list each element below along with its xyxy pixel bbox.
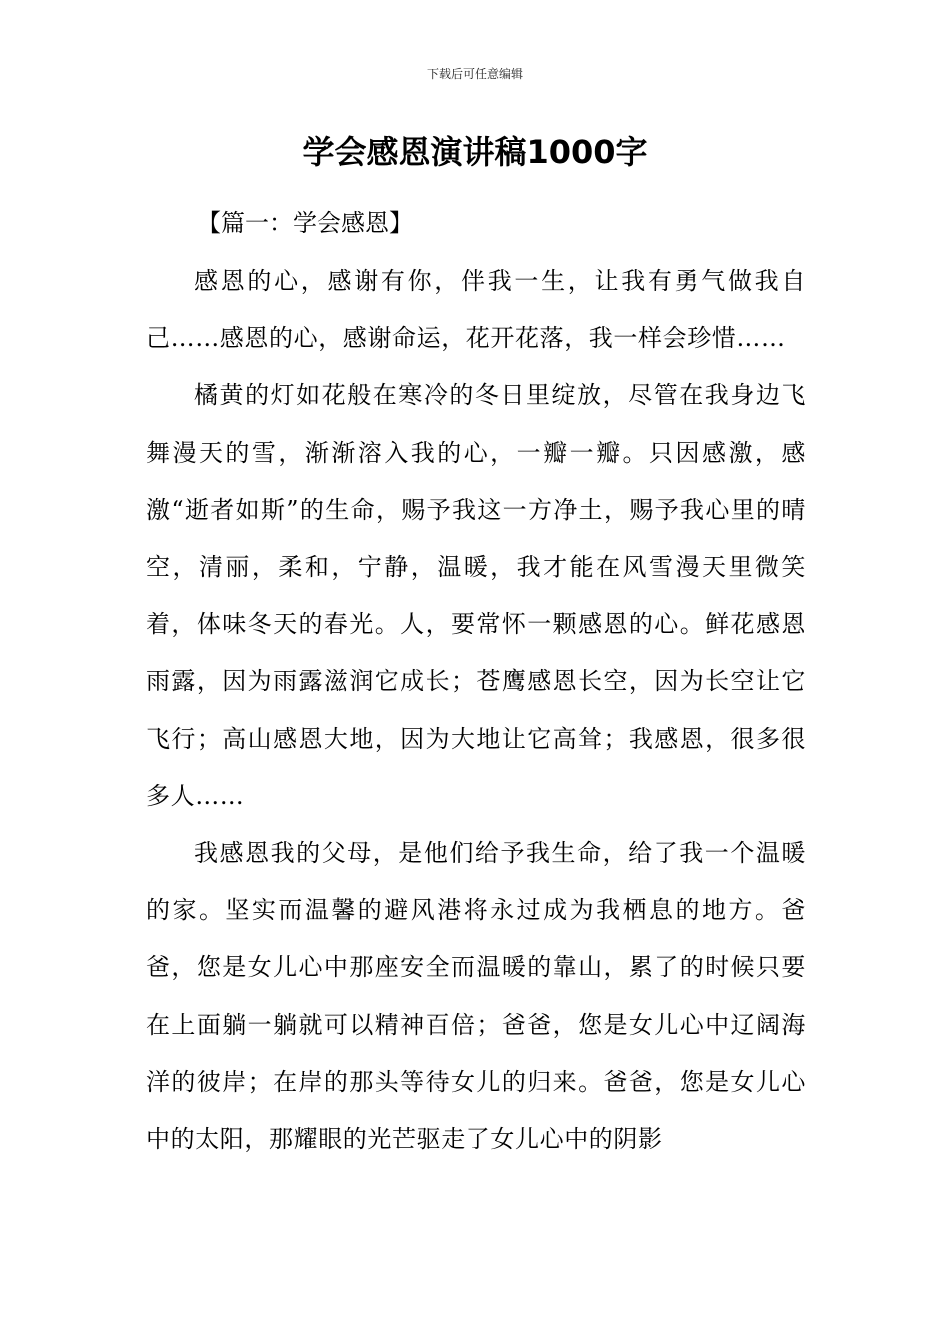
section-heading: 【篇一：学会感恩】 xyxy=(197,209,413,237)
document-title: 学会感恩演讲稿1000字 xyxy=(302,133,648,171)
paragraph: 我感恩我的父母，是他们给予我生命，给了我一个温暖的家。坚实而温馨的避风港将永过成为我栖息的地方。爸爸，您是女儿心中那座安全而温暖的靠山，累了的时候只要在上面躺一躺就可以精神百倍；爸爸，您是女儿心中辽阔海洋的彼岸；在岸的那头等待女儿的归来。爸爸，您是女儿心中的太阳，那耀眼的光芒驱走了女儿心中的阴影 xyxy=(146,839,806,1154)
header-note: 下载后可任意编辑 xyxy=(426,67,523,81)
paragraph: 橘黄的灯如花般在寒冷的冬日里绽放，尽管在我身边飞舞漫天的雪，渐渐溶入我的心，一瓣一瓣。只因感激，感激“逝者如斯”的生命，赐予我这一方净土，赐予我心里的晴空，清丽，柔和，宁静，温暖，我才能在风雪漫天里微笑着，体味冬天的春光。人，要常怀一颗感恩的心。鲜花感恩雨露，因为雨露滋润它成长；苍鹰感恩长空，因为长空让它飞行；高山感恩大地，因为大地让它高耸；我感恩，很多很多人…… xyxy=(146,381,806,810)
body-text xyxy=(146,253,806,1168)
paragraph: 感恩的心，感谢有你，伴我一生，让我有勇气做我自己……感恩的心，感谢命运，花开花落，我一样会珍惜…… xyxy=(146,267,806,353)
